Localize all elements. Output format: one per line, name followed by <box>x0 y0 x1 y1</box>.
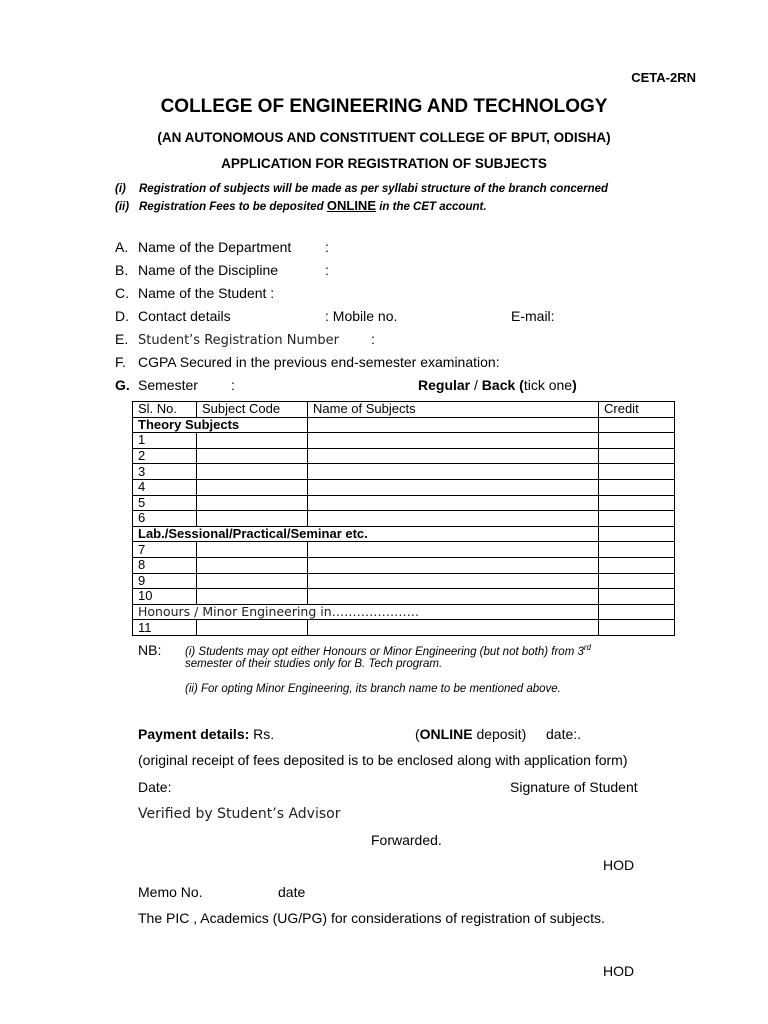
forwarded-label: Forwarded. <box>371 832 442 848</box>
honours-row <box>133 604 675 620</box>
payment-date: date:. <box>546 726 582 742</box>
table-row: 6 <box>133 511 675 527</box>
nb-note-1-cont: semester of their studies only for B. Tech program. <box>185 658 443 670</box>
field-registration-number: E. Student’s Registration Number <box>115 331 339 348</box>
affiliation: (AN AUTONOMOUS AND CONSTITUENT COLLEGE OF BPUT, ODISHA) <box>157 130 611 145</box>
field-contact: D. Contact details <box>115 308 231 324</box>
college-title: COLLEGE OF ENGINEERING AND TECHNOLOGY <box>160 96 608 117</box>
form-title: APPLICATION FOR REGISTRATION OF SUBJECTS <box>221 156 547 171</box>
table-row: 2 <box>133 448 675 464</box>
online-emphasis: ONLINE <box>326 198 376 213</box>
field-department-colon: : <box>325 239 329 255</box>
field-discipline: B. Name of the Discipline <box>115 262 279 278</box>
table-row: 10 <box>133 589 675 605</box>
pic-academics-text: The PIC , Academics (UG/PG) for considerations of registration of subjects. <box>138 910 605 926</box>
table-row: 1 <box>133 433 675 449</box>
table-row: 4 <box>133 479 675 495</box>
nb-note-2: (ii) For opting Minor Engineering, its branch name to be mentioned above. <box>185 683 561 695</box>
form-code: CETA-2RN <box>631 70 696 85</box>
instruction-1: (i) Registration of subjects will be made as per syllabi structure of the branch concerned <box>115 183 609 195</box>
memo-number: Memo No. <box>138 884 203 900</box>
table-row: 3 <box>133 464 675 480</box>
honours-minor-label[interactable]: Honours / Minor Engineering in………………… <box>133 604 599 620</box>
lab-heading: Lab./Sessional/Practical/Seminar etc. <box>133 526 599 542</box>
verified-by-advisor: Verified by Student’s Advisor <box>138 806 341 822</box>
instruction-2: (ii) Registration Fees to be deposited ONLINE in the CET account. <box>115 198 487 213</box>
nb-note-1: (i) Students may opt either Honours or Minor Engineering (but not both) from 3rd <box>185 643 591 658</box>
hod-signature-2: HOD <box>603 963 635 979</box>
table-row: 11 <box>133 620 675 636</box>
receipt-note: (original receipt of fees deposited is to be enclosed along with application form) <box>138 752 628 768</box>
table-row: 9 <box>133 573 675 589</box>
field-email: E-mail: <box>511 308 555 324</box>
header-subject-name: Name of Subjects <box>308 402 599 418</box>
table-row: 8 <box>133 557 675 573</box>
field-cgpa: F. CGPA Secured in the previous end-semester examination: <box>115 354 500 370</box>
payment-details: Payment details: Rs. <box>138 726 275 742</box>
header-subject-code: Subject Code <box>197 402 308 418</box>
signature-student: Signature of Student <box>510 779 638 795</box>
hod-signature-1: HOD <box>603 857 635 873</box>
field-semester: G. Semester <box>115 377 198 393</box>
lab-heading-row <box>133 526 675 542</box>
table-row: 7 <box>133 542 675 558</box>
header-sl-no: Sl. No. <box>133 402 197 418</box>
online-deposit: (ONLINE deposit) <box>415 726 527 742</box>
memo-date: date <box>278 884 306 900</box>
field-mobile: : Mobile no. <box>325 308 398 324</box>
date-label: Date: <box>138 779 172 795</box>
table-header-row <box>133 402 675 418</box>
header-credit: Credit <box>599 402 675 418</box>
theory-heading: Theory Subjects <box>133 417 308 433</box>
field-discipline-colon: : <box>325 262 329 278</box>
field-semester-colon: : <box>231 377 235 393</box>
field-registration-colon: : <box>371 331 375 347</box>
semester-type: Regular / Back (tick one) <box>418 377 577 393</box>
theory-heading-row <box>133 417 675 433</box>
field-department: A. Name of the Department <box>115 239 292 255</box>
nb-label: NB: <box>138 642 162 658</box>
table-row: 5 <box>133 495 675 511</box>
field-student-name: C. Name of the Student : <box>115 285 275 301</box>
subjects-table <box>132 401 675 636</box>
